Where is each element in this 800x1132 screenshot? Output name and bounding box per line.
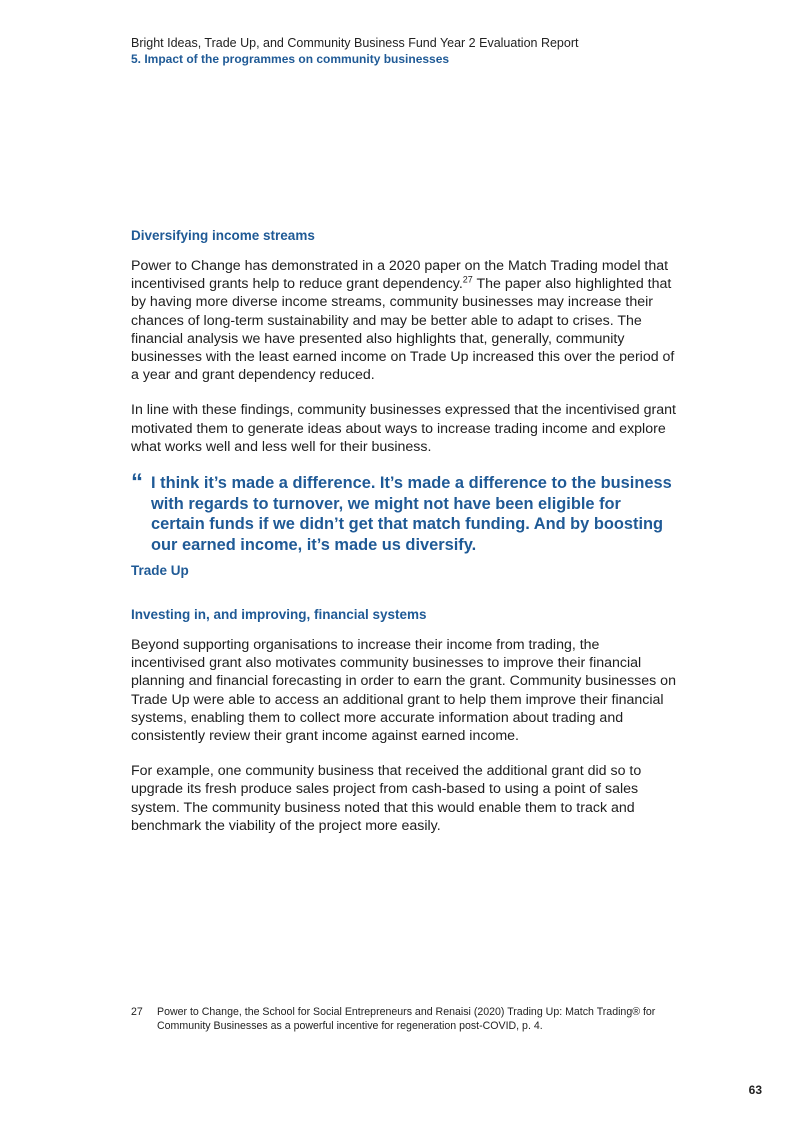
paragraph-text-b: The paper also highlighted that by having more diverse income streams, community businesses may increase their chances of long-term sustainability and may be better able to adapt to crises. The financial analysis we have presented also highlights that, generally, community businesses with the least earned income on Trade Up increased this over the period of a year and grant dependency reduced.: [131, 276, 675, 384]
paragraph-match-trading: [131, 257, 676, 384]
quote-source: Trade Up: [131, 563, 189, 579]
quote-mark-icon: “: [131, 469, 143, 497]
quote-text: I think it’s made a difference. It’s made a difference to the business with regards to turnover, we might not have been eligible for certain funds if we didn’t get that match funding. And by boosting our earned income, it’s made us diversify.: [151, 474, 672, 554]
paragraph-text-a: Power to Change has demonstrated in a 2020 paper on the Match Trading model that incentivised grants help to reduce grant dependency.: [131, 258, 669, 293]
heading-financial-systems: Investing in, and improving, financial systems: [131, 607, 427, 623]
heading-diversifying-income: Diversifying income streams: [131, 228, 315, 243]
paragraph-financial-planning: Beyond supporting organisations to increase their income from trading, the incentivised grant also motivates community businesses to improve their financial planning and financial forecasting in order to earn the grant. Community businesses on Trade Up were able to access an additional grant to help them improve their financial systems, enabling them to collect more accurate information about trading and consistently review their grant income against earned income.: [131, 637, 676, 745]
footnote-number: 27: [131, 1006, 143, 1018]
report-title: Bright Ideas, Trade Up, and Community Business Fund Year 2 Evaluation Report: [131, 36, 579, 50]
page-number: 63: [748, 1083, 762, 1097]
main-content: [131, 227, 676, 852]
footnote-text: Power to Change, the School for Social Entrepreneurs and Renaisi (2020) Trading Up: Match Trading® for Community Businesses as a powerful incentive for regeneration post-COVID, p. 4.: [157, 1006, 656, 1032]
pull-quote: [131, 469, 676, 580]
paragraph-example: For example, one community business that received the additional grant did so to upgrade its fresh produce sales project from cash-based to using a point of sales system. The community business noted that this would enable them to track and benchmark the viability of the project more easily.: [131, 763, 642, 834]
footnote-ref[interactable]: 27: [462, 274, 473, 285]
section-title: 5. Impact of the programmes on community businesses: [131, 52, 450, 66]
footnote: [131, 1005, 676, 1033]
running-header: [131, 35, 691, 67]
paragraph-findings: In line with these findings, community businesses expressed that the incentivised grant motivated them to generate ideas about ways to increase trading income and explore what works well and less well for their business.: [131, 402, 676, 455]
